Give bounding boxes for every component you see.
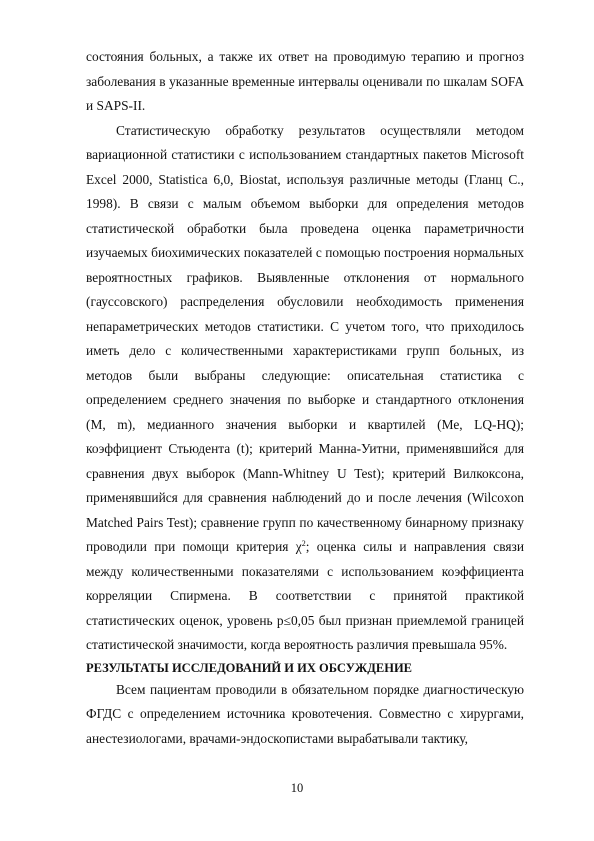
page-number: 10 <box>290 781 304 795</box>
chi-square-superscript: 2 <box>301 539 306 548</box>
paragraph-statistics-text: Статистическую обработку результатов осуществляли методом вариационной статистики с использованием стандартных пакетов Microsoft Excel 2000, Statistica 6,0, Biostat, используя различные методы (Гланц С., 1998). В связи с малым объемом выборки для определения методов статистической обработки была проведена оценка параметричности изучаемых биохимических показателей с помощью построения нормальных вероятностных графиков. Выявленные отклонения от нормального (гауссовского) распределения обусловили необходимость применения непараметрических методов статистики. С учетом того, что приходилось иметь дело с количественными характеристиками групп больных, из методов были выбраны следующие: описательная статистика с определением среднего значения по выборке и стандартного отклонения (М, m), медианного значения выборки и квартилей (Ме, LQ-HQ); коэффициент Стьюдента (t); критерий Манна-Уитни, применявшийся для сравнения двух выборок (Mann-Whitney U Test); критерий Вилкоксона, применявшийся для сравнения наблюдений до и после лечения (Wilcoxon Matched Pairs Test); сравнение групп по качественному бинарному признаку проводили при помощи критерия χ <box>86 122 524 554</box>
section-heading: РЕЗУЛЬТАТЫ ИССЛЕДОВАНИЙ И ИХ ОБСУЖДЕНИЕ <box>86 660 413 675</box>
page-content <box>86 45 524 751</box>
paragraph-continuation: состояния больных, а также их ответ на проводимую терапию и прогноз заболевания в указанные временные интервалы оценивали по шкалам SOFA и SAPS-II. <box>86 49 524 113</box>
paragraph-statistics-text-end: ; оценка силы и направления связи между количественными показателями с использованием коэффициента корреляции Спирмена. В соответствии с принятой практикой статистических оценок, уровень p≤0,05 был признан приемлемой границей статистической значимости, когда вероятность различия превышала 95%. <box>86 539 524 652</box>
paragraph-results: Всем пациентам проводили в обязательном порядке диагностическую ФГДС с определением источника кровотечения. Совместно с хирургами, анестезиологами, врачами-эндоскопистами вырабатывали тактику, <box>86 681 524 746</box>
paragraph-statistics <box>86 119 524 658</box>
